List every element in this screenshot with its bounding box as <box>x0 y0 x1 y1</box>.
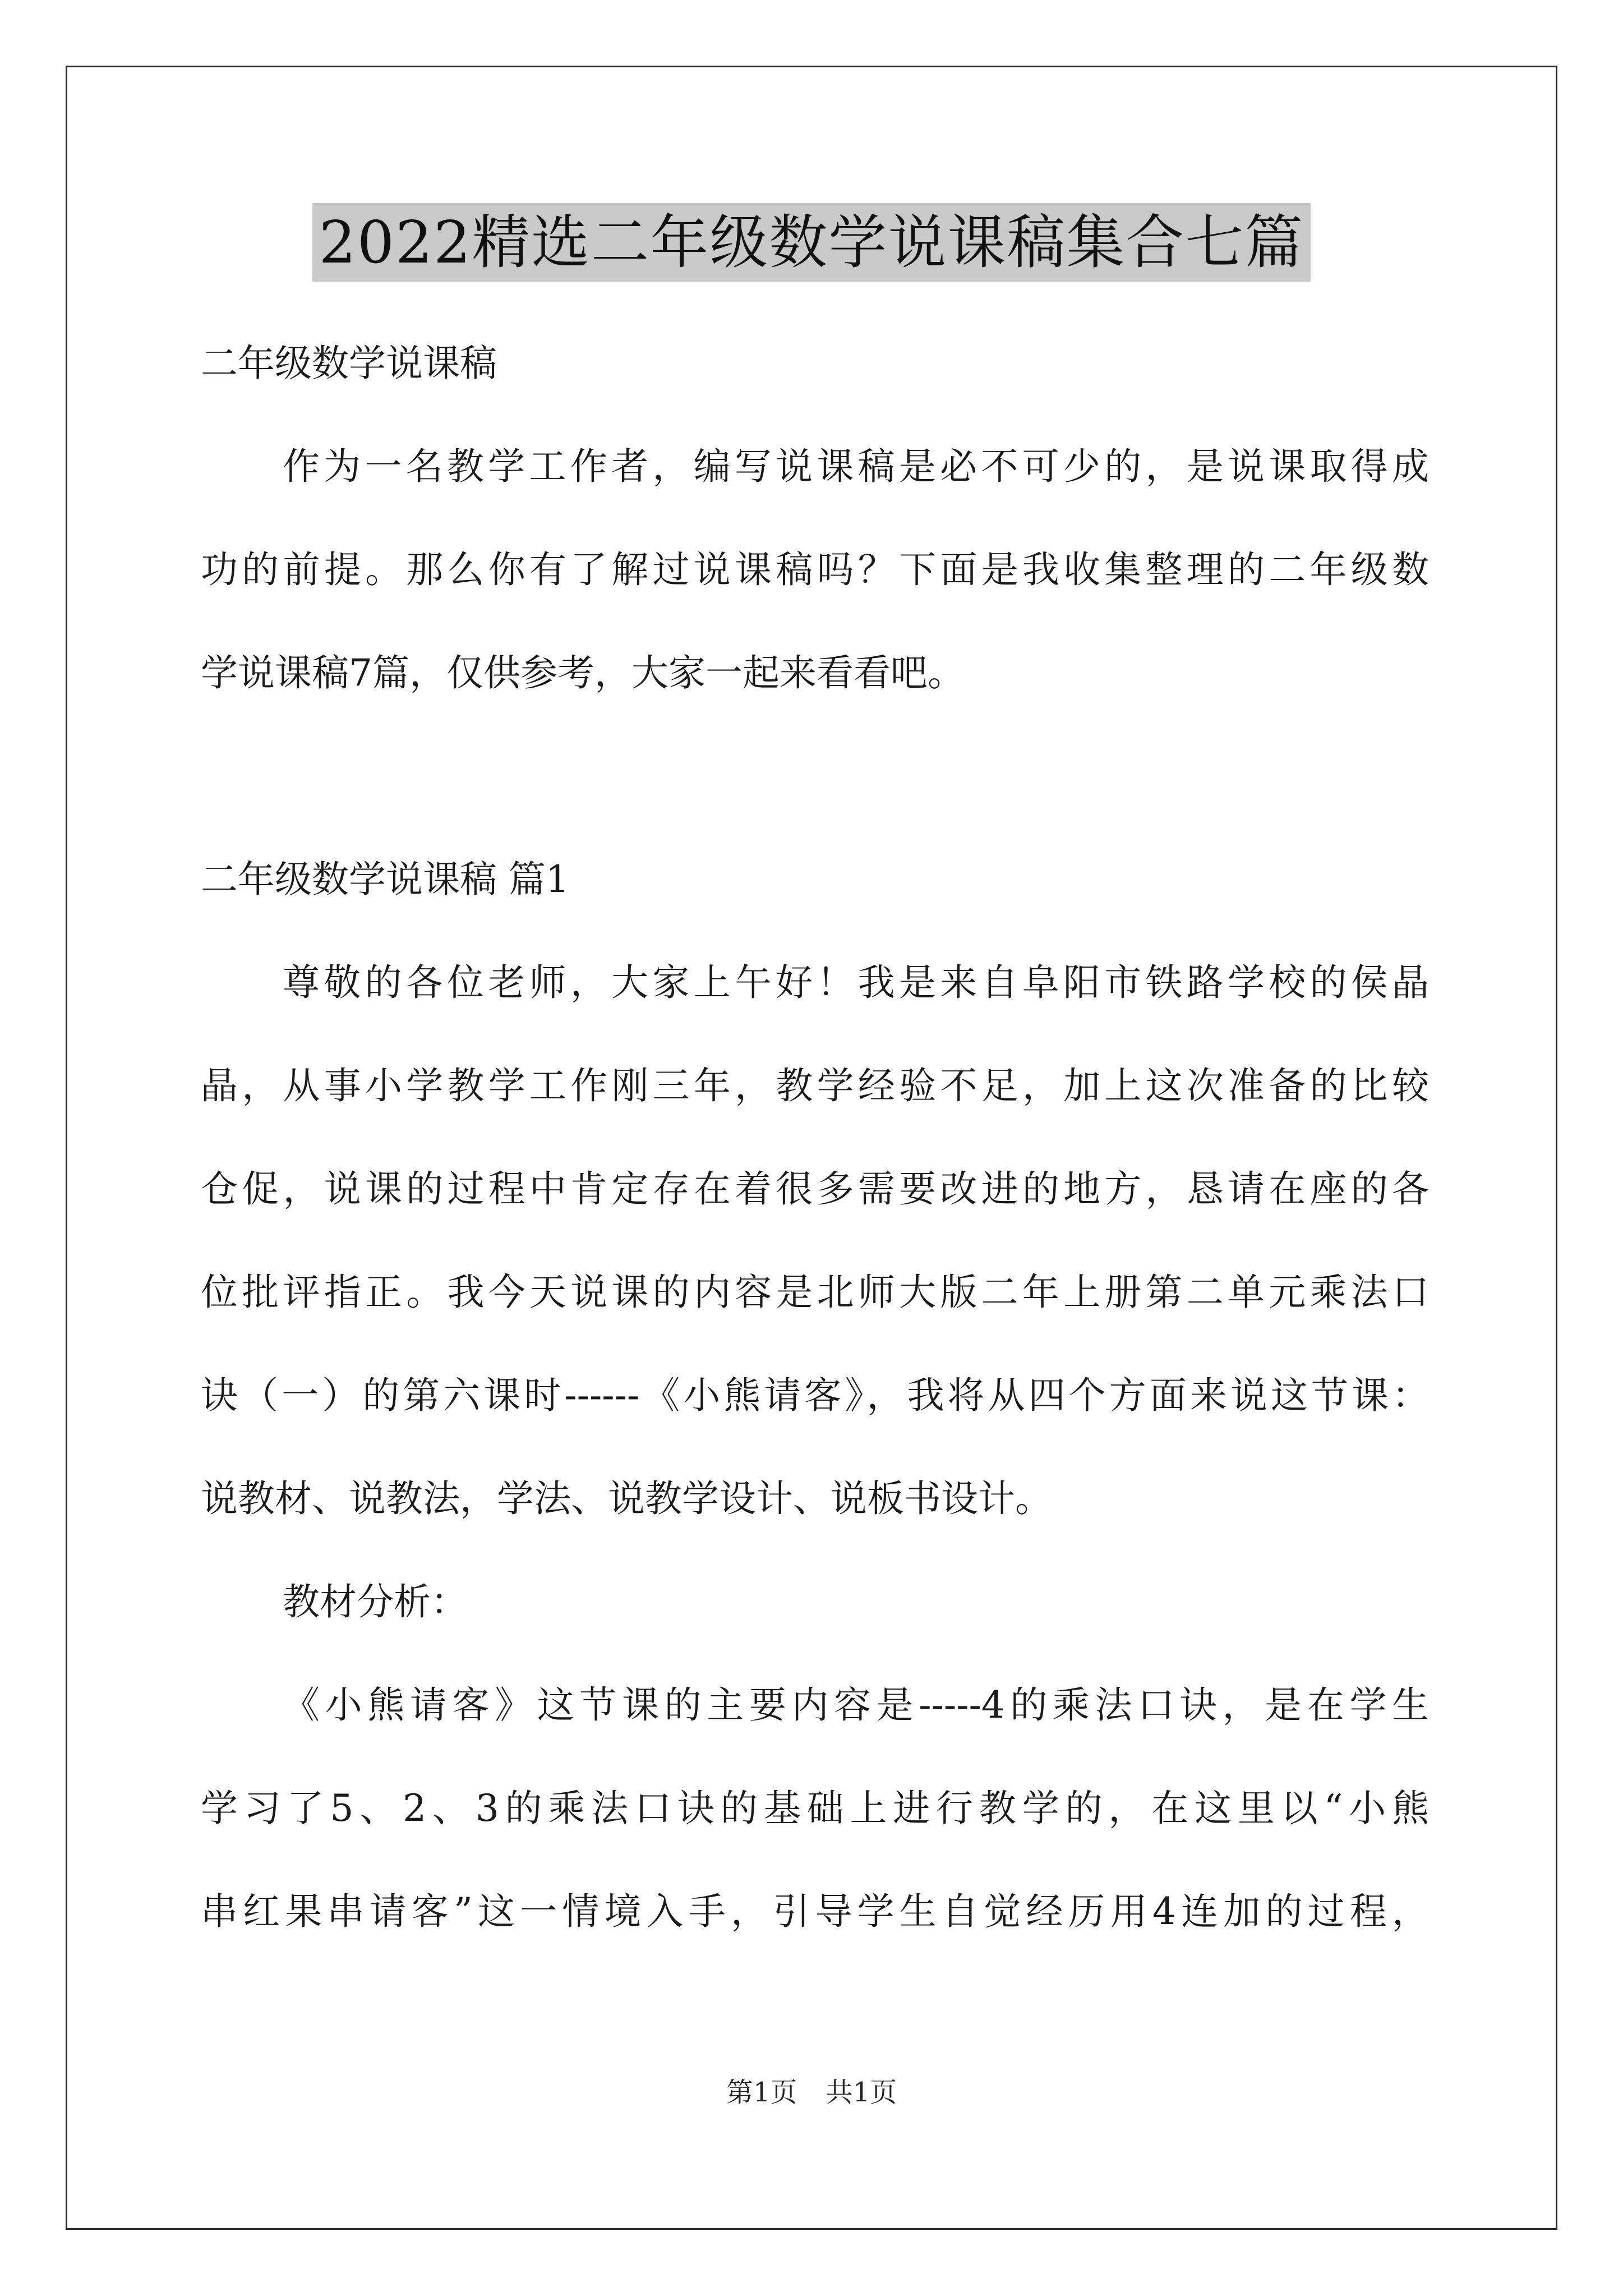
page-number: 第1页 <box>726 2077 797 2108</box>
paragraph-line: 晶，从事小学教学工作刚三年，教学经验不足，加上这次准备的比较 <box>201 1064 1429 1107</box>
paragraph-line: 学说课稿7篇，仅供参考，大家一起来看看吧。 <box>201 651 965 694</box>
section-heading: 二年级数学说课稿 篇1 <box>201 858 569 901</box>
document-body <box>201 312 1429 1963</box>
paragraph-line: 诀（一）的第六课时------《小熊请客》，我将从四个方面来说这节课： <box>201 1374 1429 1417</box>
title-container <box>0 203 1623 282</box>
paragraph-line: 学习了5、2、3的乘法口诀的基础上进行教学的，在这里以“小熊 <box>201 1787 1429 1830</box>
subheading: 教材分析： <box>283 1580 468 1623</box>
document-title: 2022精选二年级数学说课稿集合七篇 <box>312 203 1311 282</box>
page-footer <box>0 2076 1623 2109</box>
page-total: 共1页 <box>826 2077 897 2108</box>
paragraph-line: 尊敬的各位老师，大家上午好！我是来自阜阳市铁路学校的侯晶 <box>283 961 1429 1004</box>
paragraph-line: 仓促，说课的过程中肯定存在着很多需要改进的地方，恳请在座的各 <box>201 1167 1429 1211</box>
paragraph-line: 作为一名教学工作者，编写说课稿是必不可少的，是说课取得成 <box>283 445 1429 488</box>
paragraph-line: 功的前提。那么你有了解过说课稿吗？下面是我收集整理的二年级数 <box>201 548 1429 591</box>
blank-line <box>201 725 1429 828</box>
paragraph-line: 位批评指正。我今天说课的内容是北师大版二年上册第二单元乘法口 <box>201 1271 1429 1314</box>
paragraph-line: 说教材、说教法，学法、说教学设计、说板书设计。 <box>201 1477 1052 1520</box>
section-heading: 二年级数学说课稿 <box>201 342 497 385</box>
paragraph-line: 《小熊请客》这节课的主要内容是-----4的乘法口诀，是在学生 <box>283 1683 1429 1727</box>
paragraph-line: 串红果串请客”这一情境入手，引导学生自觉经历用4连加的过程， <box>201 1890 1429 1933</box>
